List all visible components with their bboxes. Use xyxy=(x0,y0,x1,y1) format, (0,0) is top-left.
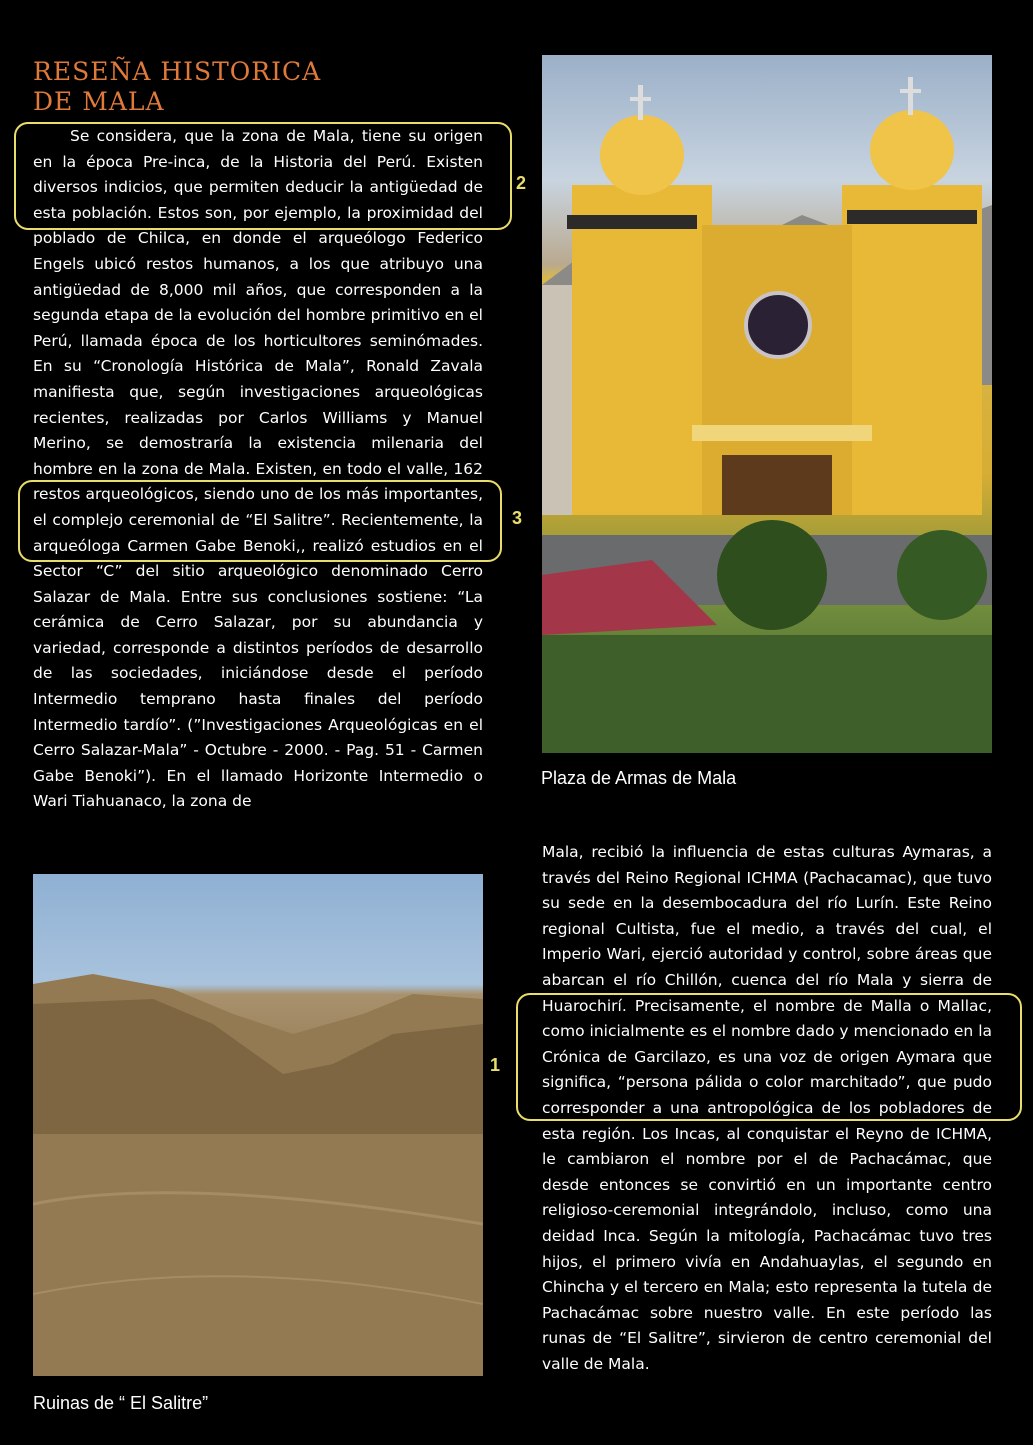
ruins-caption: Ruinas de “ El Salitre” xyxy=(33,1393,209,1413)
plaza-caption: Plaza de Armas de Mala xyxy=(541,768,737,788)
plaza-photo xyxy=(542,55,992,753)
article-left-column: Se considera, que la zona de Mala, tiene su origen en la época Pre-inca, de la Historia del Perú. Existen diversos indicios, que permiten deducir la antigüedad de esta población. Estos son, por ejemplo, la proximidad del poblado de Chilca, en donde el arqueólogo Federico Engels ubicó restos humanos, a los que atribuyo una antigüedad de 8,000 mil años, que corresponden a la segunda etapa de la evolución del hombre primitivo en el Perú, llamada época de los horticultores seminómades. En su “Cronología Histórica de Mala”, Ronald Zavala manifiesta que, según investigaciones arqueológicas recientes, realizadas por Carlos Williams y Manuel Merino, se demostraría la existencia milenaria del hombre en la zona de Mala. Existen, en todo el valle, 162 restos arqueológicos, siendo uno de los más importantes, el complejo ceremonial de “El Salitre”. Recientemente, la arqueóloga Carmen Gabe Benoki,, realizó estudios en el Sector “C” del sitio arqueológico denominado Cerro Salazar de Mala. Entre sus conclusiones sostiene: “La cerámica de Cerro Salazar, por su abundancia y variedad, corresponde a distintos períodos de desarrollo de las sociedades, iniciándose desde el período Intermedio temprano hasta finales del período Intermedio tardío”. (”Investigaciones Arqueológicas en el Cerro Salazar-Mala” - Octubre - 2000. - Pag. 51 - Carmen Gabe Benoki”). En el llamado Horizonte Intermedio o Wari Tiahuanaco, la zona de xyxy=(33,127,483,811)
highlight-box-1 xyxy=(516,993,1022,1121)
highlight-box-3 xyxy=(18,480,502,562)
ruins-illustration xyxy=(33,874,483,1376)
highlight-box-2 xyxy=(14,122,512,230)
title-line-2: DE MALA xyxy=(33,87,165,116)
article-right-column: Mala, recibió la influencia de estas culturas Aymaras, a través del Reino Regional ICHMA (Pachacamac), que tuvo su sede en la desembocadura del río Lurín. Este Reino regional Cultista, fue el medio, a través del cual, el Imperio Wari, ejerció autoridad y control, sobre áreas que abarcan el río Chillón, cuenca del río Mala y sierra de Huarochirí. Precisamente, el nombre de Malla o Mallac, como inicialmente es el nombre dado y mencionado en la Crónica de Garcilazo, es una voz de origen Aymara que significa, “persona pálida o color marchitado”, que pudo corresponder a una antropológica de los pobladores de esta región. Los Incas, al conquistar el Reyno de ICHMA, le cambiaron el nombre por el de Pachacámac, que desde entonces se convirtió en un importante centro religioso-ceremonial integrándolo, incluso, como una deidad Inca. Según la mitología, Pachacámac tuvo tres hijos, el primero vivía en Andahuaylas, el segundo en Chincha y el tercero en Mala; esto representa la tutela de Pachacámac sobre nuestro valle. En este período las runas de “El Salitre”, sirvieron de centro ceremonial del valle de Mala. xyxy=(542,843,992,1373)
highlight-marker-1: 1 xyxy=(490,1055,501,1075)
highlight-marker-3: 3 xyxy=(512,508,523,528)
church-illustration xyxy=(542,55,992,753)
page-title xyxy=(33,57,453,117)
ruins-photo xyxy=(33,874,483,1376)
title-line-1: RESEÑA HISTORICA xyxy=(33,57,322,86)
highlight-marker-2: 2 xyxy=(516,173,527,193)
